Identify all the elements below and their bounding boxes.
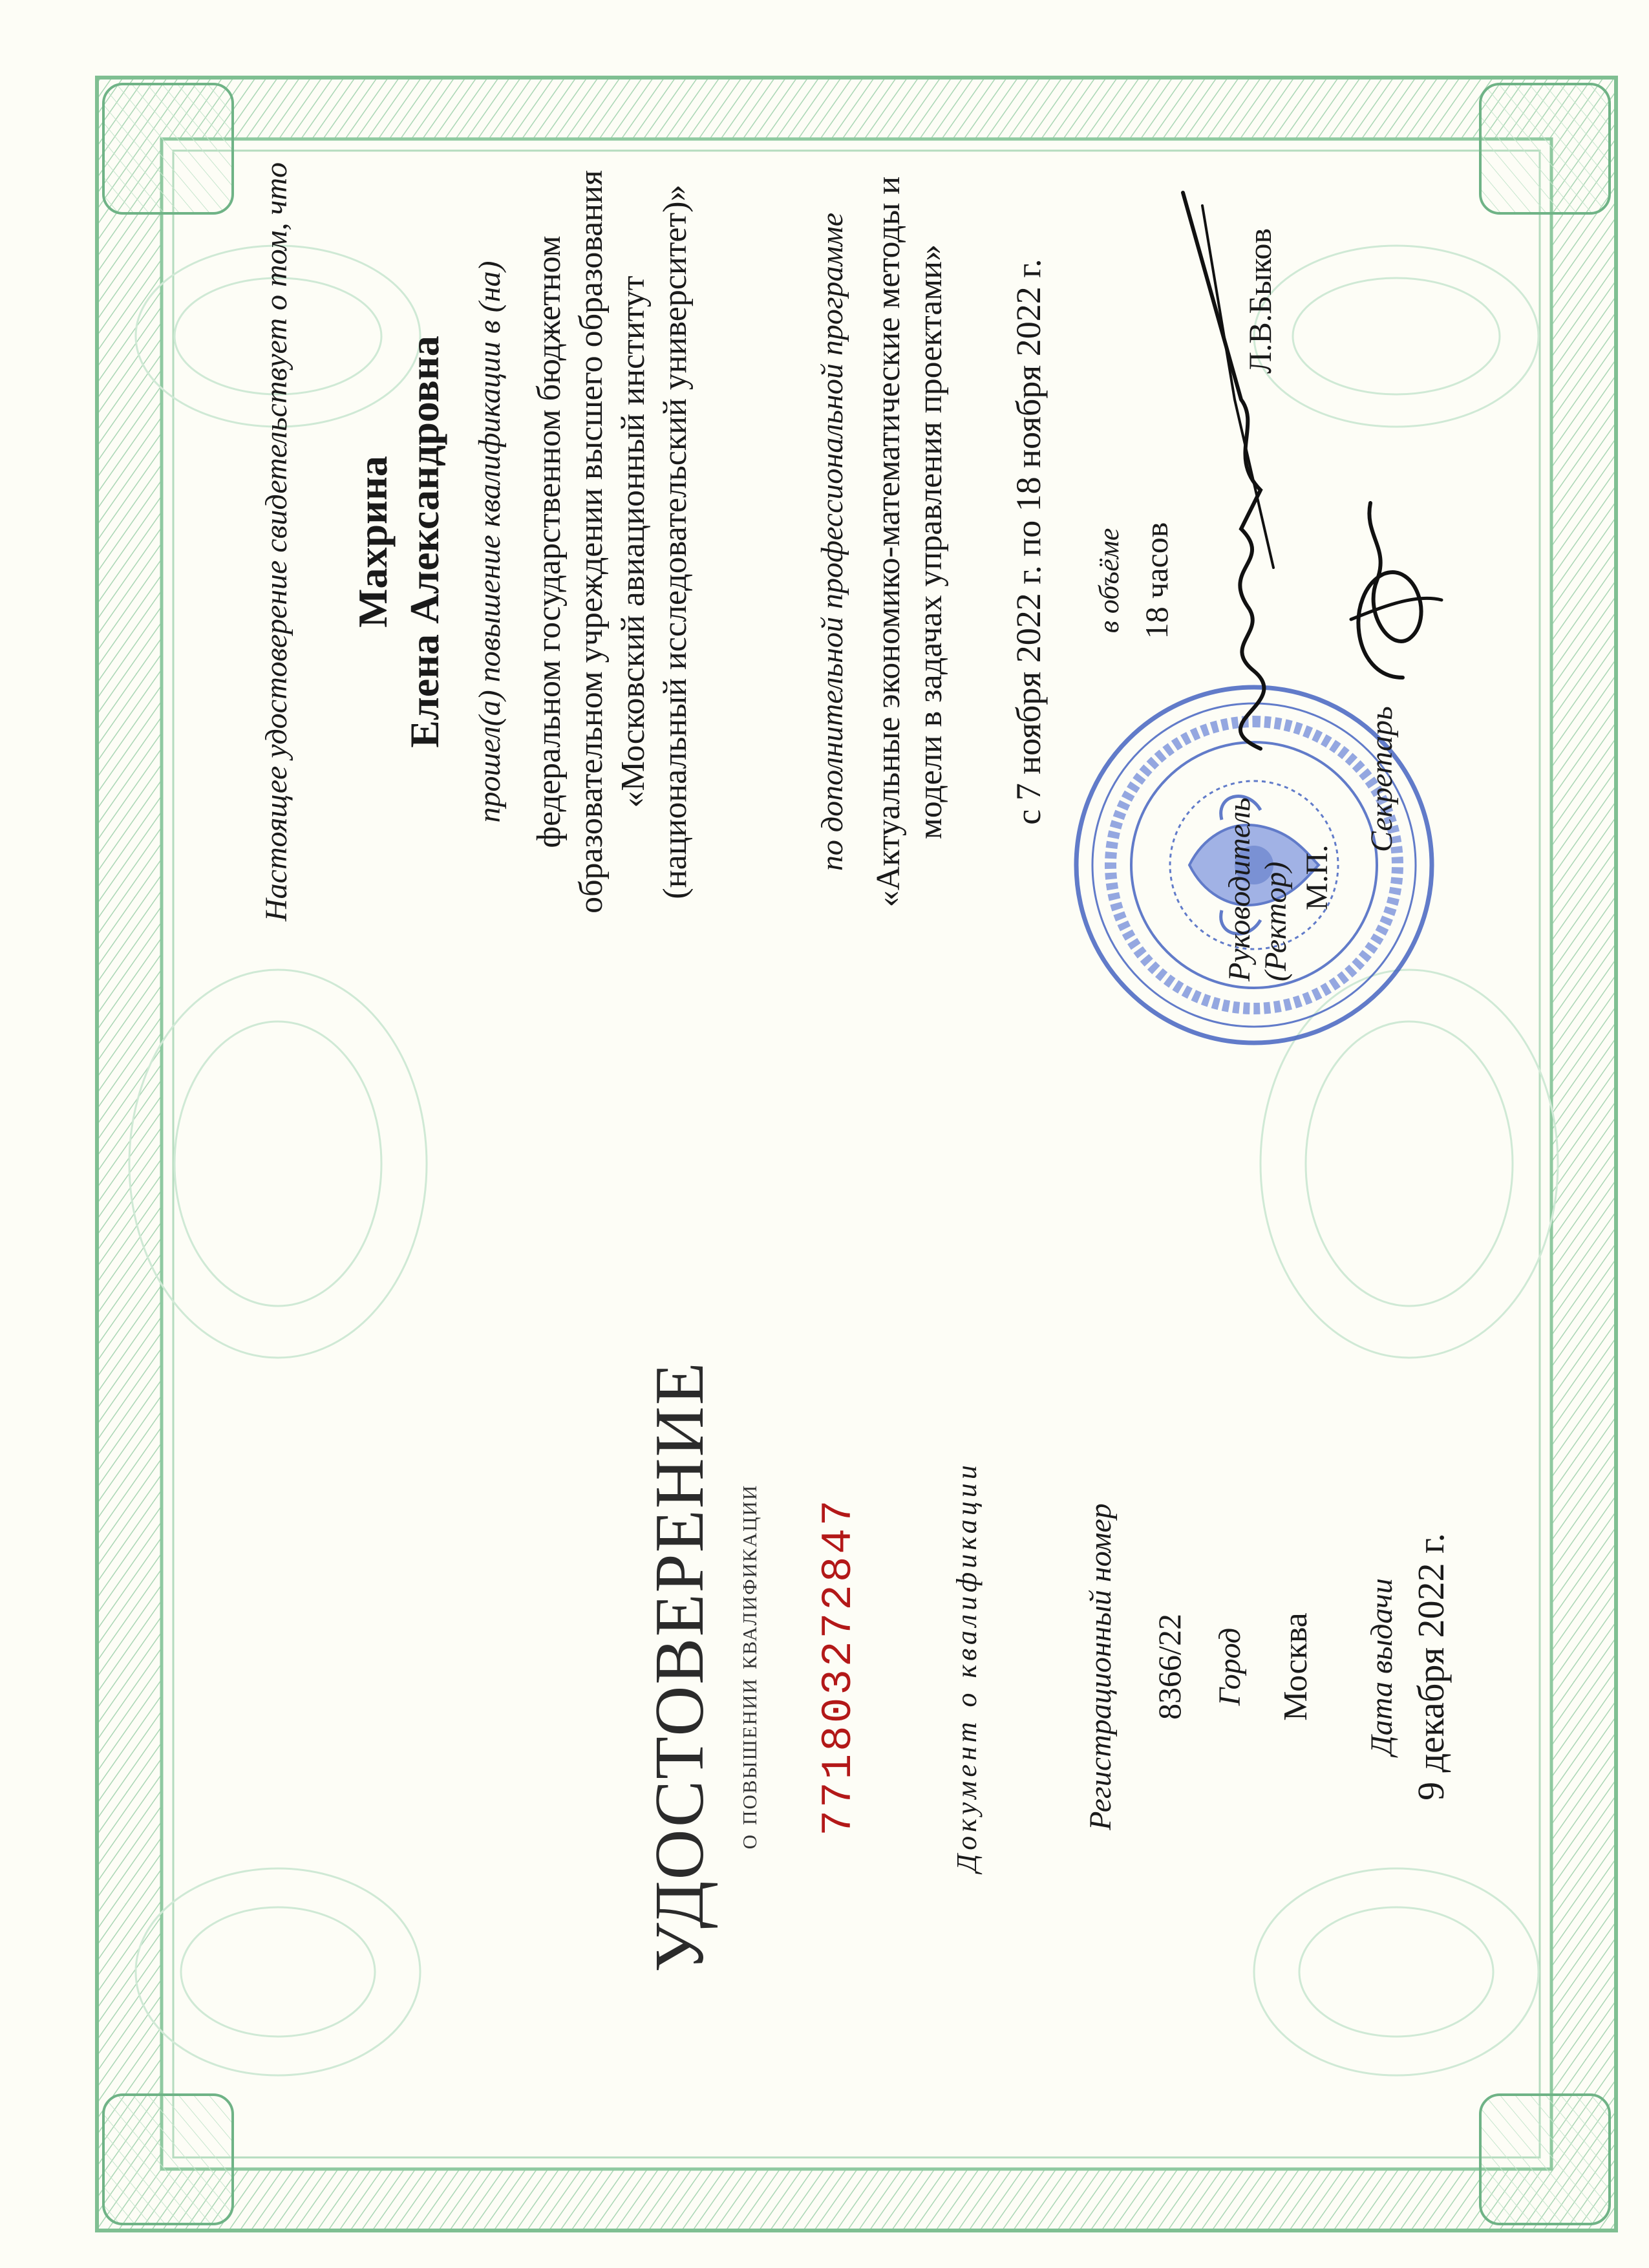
stamp-place-label: М.П. [1300,844,1334,910]
rector-title: (Ректор) [1259,861,1293,981]
program-intro: по дополнительной профессиональной программе [815,212,849,872]
registration-label: Регистрационный номер [1083,1503,1118,1830]
issue-date-label: Дата выдачи [1365,1578,1399,1755]
certificate-subtitle: о повышении квалификации [731,1484,763,1850]
city-value: Москва [1277,1612,1314,1721]
passed-text: прошел(а) повышение квалификации в (на) [473,261,507,823]
city-label: Город [1213,1627,1247,1706]
training-period: с 7 ноября 2022 г. по 18 ноября 2022 г. [1009,259,1048,825]
issue-date: 9 декабря 2022 г. [1410,1533,1452,1801]
organization-line: «Московский авиационный институт [615,275,652,808]
secretary-label: Секретарь [1365,706,1399,852]
certify-text: Настоящее удостоверение свидетельствует о том, что [259,162,293,922]
certificate-title: УДОСТОВЕРЕНИЕ [641,1361,718,1973]
program-title-line: «Актуальные экономико-математические методы и [870,176,907,908]
rector-signature [1164,180,1312,762]
volume-label: в объёме [1093,528,1125,634]
volume-value: 18 часов [1138,522,1175,639]
registration-number: 8366/22 [1151,1614,1187,1720]
holder-surname: Махрина [350,456,396,628]
rector-name: Л.В.Быков [1242,228,1278,374]
head-title: Руководитель [1222,797,1257,981]
organization-line: федеральном государственном бюджетном [531,235,568,848]
head-label [1222,723,1294,981]
document-type: Документ о квалификации [951,1461,983,1872]
organization-line: образовательном учреждении высшего образования [573,170,610,914]
organization-line: (национальный исследовательский университет)» [657,184,694,899]
holder-given-names: Елена Александровна [401,336,447,748]
serial-number: 771803272847 [814,1497,863,1836]
program-title-line: модели в задачах управления проектами» [912,244,949,840]
